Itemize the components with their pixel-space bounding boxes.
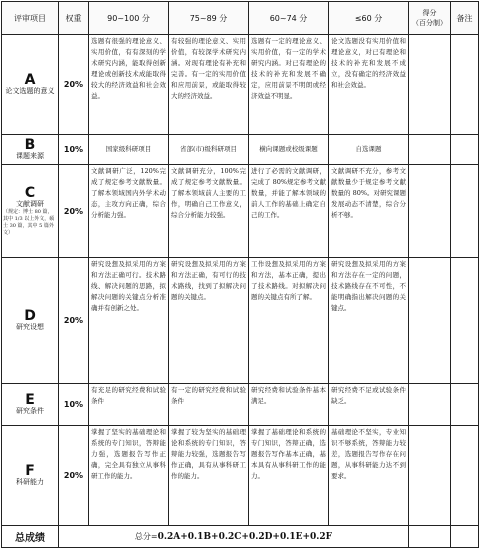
weight-cell: 20% xyxy=(59,258,89,384)
grade-description: 掌握了基础理论和系统的专门知识，答辩正确，选题报告写作基本正确，基本具有从事科研工作的能力。 xyxy=(249,426,329,526)
criterion-cell xyxy=(2,135,59,165)
table-row xyxy=(2,165,479,258)
weight-cell: 10% xyxy=(59,384,89,426)
header-grade-75-89: 75~89 分 xyxy=(169,2,249,35)
grade-description: 研究设想及拟采用的方案和方法正确，有可行的技术路线，找到了拟解决问题的关键点。 xyxy=(169,258,249,384)
evaluation-table xyxy=(1,1,479,548)
criterion-cell xyxy=(2,384,59,426)
total-row xyxy=(2,526,479,548)
grade-description: 自选课题 xyxy=(329,135,409,165)
grade-description: 文献调研广泛，120%完成了规定参考文献数量。了解本领域国内外学术动态，主攻方向正确，综合分析能力强。 xyxy=(89,165,169,258)
table-row xyxy=(2,426,479,526)
grade-description: 有充足的研究经费和试验条件 xyxy=(89,384,169,426)
grade-description: 文献调研充分，100%完成了规定参考文献数量。了解本领域前人主要的工作，明确自己工作意义，综合分析能力较强。 xyxy=(169,165,249,258)
grade-description: 论文选题没有实用价值和理论意义，对已有理论和技术的补充和发展不成立，没有确定的经济效益和社会效益。 xyxy=(329,35,409,135)
table-row xyxy=(2,384,479,426)
grade-description: 省部(市)级科研项目 xyxy=(169,135,249,165)
grade-description: 国家级科研项目 xyxy=(89,135,169,165)
total-remark-input-cell[interactable] xyxy=(451,526,479,548)
remark-input-cell[interactable] xyxy=(451,35,479,135)
grade-description: 掌握了较为坚实的基础理论和系统的专门知识，答辩能力较强，选题报告写作正确，具有从事科研工作的能力。 xyxy=(169,426,249,526)
criterion-cell xyxy=(2,35,59,135)
remark-input-cell[interactable] xyxy=(451,384,479,426)
criterion-letter: B xyxy=(24,137,36,153)
score-input-cell[interactable] xyxy=(409,426,451,526)
grade-description: 研究经费不足或试验条件缺乏。 xyxy=(329,384,409,426)
criterion-cell xyxy=(2,165,59,258)
header-grade-60-74: 60~74 分 xyxy=(249,2,329,35)
weight-cell: 20% xyxy=(59,35,89,135)
remark-input-cell[interactable] xyxy=(451,135,479,165)
criterion-letter: A xyxy=(24,72,36,88)
criterion-letter: D xyxy=(24,308,36,324)
remark-input-cell[interactable] xyxy=(451,165,479,258)
grade-description: 有较强的理论意义、实用价值，有较深学术研究内涵。对现有理论有补充和完善。有一定的实用价值和应用前景，或能取得较大的经济效益。 xyxy=(169,35,249,135)
remark-input-cell[interactable] xyxy=(451,426,479,526)
header-item: 评审项目 xyxy=(2,2,59,35)
criterion-name: 研究设想 xyxy=(16,323,44,331)
remark-input-cell[interactable] xyxy=(451,258,479,384)
weight-cell: 20% xyxy=(59,165,89,258)
total-score-input-cell[interactable] xyxy=(409,526,451,548)
criterion-letter: E xyxy=(25,392,35,408)
criterion-cell xyxy=(2,258,59,384)
grade-description: 基础理论不坚实，专业知识不够系统，答辩能力较差，选题报告写作存在问题，从事科研能力达不到要求。 xyxy=(329,426,409,526)
total-formula-expression: 0.2A+0.1B+0.2C+0.2D+0.1E+0.2F xyxy=(157,532,333,542)
criterion-note: （规定：博士 80 篇，其中 1/3 以上外文，硕士 30 篇，其中 5 篇外文） xyxy=(3,208,55,236)
criterion-letter: F xyxy=(25,463,35,479)
criterion-letter: C xyxy=(24,184,36,201)
total-label: 总成绩 xyxy=(2,526,59,548)
header-score-line1: 得分 xyxy=(422,9,437,17)
grade-description: 工作设想及拟采用的方案和方法，基本正确，提出了技术路线。对拟解决问题的关键点有所了解。 xyxy=(249,258,329,384)
grade-description: 进行了必需的文献调研，完成了 80%规定参考文献数量，并能了解本领域的前人工作的基础上确定自己的工作。 xyxy=(249,165,329,258)
score-input-cell[interactable] xyxy=(409,135,451,165)
grade-description: 研究设想及拟采用的方案和方法存在一定的问题，技术路线存在不可性，不能明确指出解决问题的关键点。 xyxy=(329,258,409,384)
score-input-cell[interactable] xyxy=(409,165,451,258)
table-row xyxy=(2,258,479,384)
total-formula-prefix: 总分= xyxy=(134,532,158,541)
criterion-name: 课题来源 xyxy=(16,152,44,160)
table-row xyxy=(2,35,479,135)
weight-cell: 20% xyxy=(59,426,89,526)
score-input-cell[interactable] xyxy=(409,384,451,426)
grade-description: 文献调研不充分，参考文献数量少于规定参考文献数量的 80%。对研究课题发展动态不清楚，综合分析不够。 xyxy=(329,165,409,258)
table-row xyxy=(2,135,479,165)
criterion-name: 科研能力 xyxy=(16,478,44,486)
header-remark: 备注 xyxy=(451,2,479,35)
grade-description: 选题有很强的理论意义、实用价值，有有深刻的学术研究内涵，能取得创新理论或创新技术成能取得较大的经济效益和社会效益。 xyxy=(89,35,169,135)
criterion-name: 文献调研 xyxy=(16,199,44,208)
grade-description: 有一定的研究经费和试验条件 xyxy=(169,384,249,426)
grade-description: 横向课题或校级课题 xyxy=(249,135,329,165)
score-input-cell[interactable] xyxy=(409,258,451,384)
grade-description: 研究设想及拟采用的方案和方法正确可行。技术路线、解决问题的思路，拟解决问题的关键点分析准确并有创新之处。 xyxy=(89,258,169,384)
header-score-line2: （百分制） xyxy=(412,19,447,27)
grade-description: 掌握了坚实的基础理论和系统的专门知识，答辩能力强，选题报告写作正确，完全具有独立从事科研工作的能力。 xyxy=(89,426,169,526)
total-formula xyxy=(59,526,409,548)
score-input-cell[interactable] xyxy=(409,35,451,135)
header-score xyxy=(409,2,451,35)
weight-cell: 10% xyxy=(59,135,89,165)
header-grade-90-100: 90~100 分 xyxy=(89,2,169,35)
header-row xyxy=(2,2,479,35)
criterion-name: 论文选题的意义 xyxy=(5,87,55,95)
header-grade-below-60: ≤60 分 xyxy=(329,2,409,35)
grade-description: 选题有一定的理论意义、实用价值，有一定的学术研究内涵。对已有理论的技术的补充和发展不确定，应用前景不明朗或经济效益不明显。 xyxy=(249,35,329,135)
criterion-cell xyxy=(2,426,59,526)
header-weight: 权重 xyxy=(59,2,89,35)
grade-description: 研究经费和试验条件基本满足。 xyxy=(249,384,329,426)
criterion-name: 研究条件 xyxy=(16,407,44,415)
